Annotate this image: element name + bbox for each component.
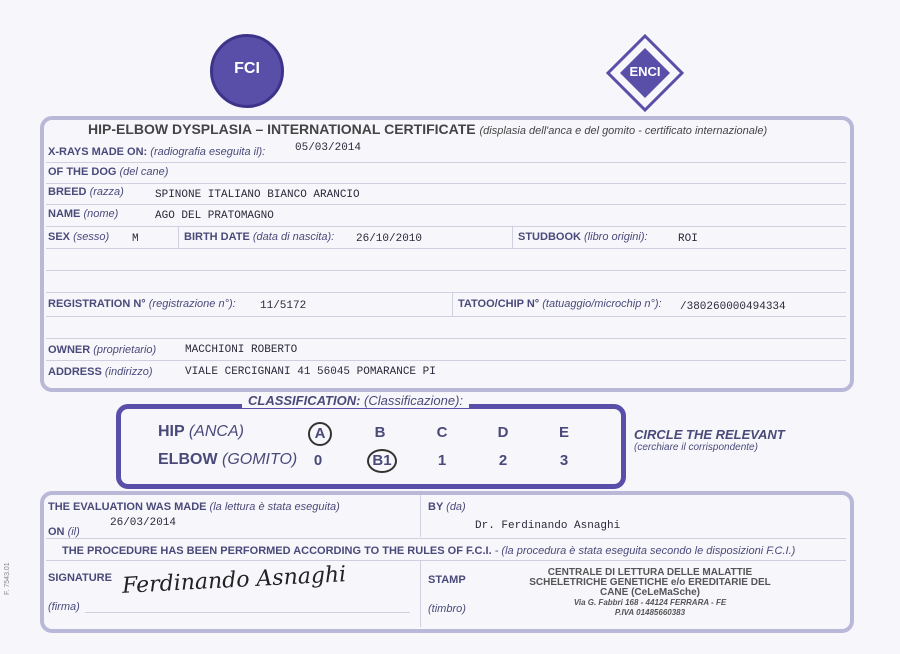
studbook-value: ROI [678, 233, 698, 245]
stamp-label: STAMP [428, 574, 466, 586]
sex-label: SEX (sesso) [48, 231, 110, 243]
row-divider [46, 248, 846, 249]
title-en: HIP-ELBOW DYSPLASIA – INTERNATIONAL CERTIFICATE [88, 121, 476, 137]
row-divider [46, 538, 846, 539]
evaluation-date: 26/03/2014 [110, 517, 177, 529]
xray-label: X-RAYS MADE ON: (radiografia eseguita il): [48, 146, 266, 158]
by-label: BY (da) [428, 501, 466, 513]
classification-panel [116, 404, 626, 489]
form-code: F. 7543.01 [4, 562, 11, 595]
row-divider [46, 204, 846, 205]
sex-value: M [132, 233, 139, 245]
elbow-grade-0[interactable]: 0 [313, 452, 323, 469]
signature-label: SIGNATURE [48, 572, 112, 584]
evaluation-label: THE EVALUATION WAS MADE (la lettura è stata eseguita) [48, 501, 340, 513]
col-divider [452, 293, 453, 316]
fci-logo-text: FCI [234, 60, 260, 77]
hip-grade-c[interactable]: C [436, 424, 448, 441]
certificate-title [88, 121, 767, 137]
classification-title: CLASSIFICATION: (Classificazione): [242, 393, 469, 408]
name-value: AGO DEL PRATOMAGNO [155, 210, 274, 222]
birth-label: BIRTH DATE (data di nascita): [184, 231, 335, 243]
breed-value: SPINONE ITALIANO BIANCO ARANCIO [155, 189, 360, 201]
stamp-vat: P.IVA 01485660383 [614, 608, 686, 617]
col-divider [178, 227, 179, 248]
stamp-address: Via G. Fabbri 168 - 44124 FERRARA - FE [573, 598, 727, 607]
stamp-imprint [510, 568, 790, 618]
row-divider [46, 560, 846, 561]
circle-note: CIRCLE THE RELEVANT (cerchiare il corrispondente) [634, 427, 785, 453]
elbow-grade-b1[interactable]: B1 [367, 449, 397, 473]
hip-grade-d[interactable]: D [497, 424, 509, 441]
row-divider [46, 226, 846, 227]
on-label: ON (il) [48, 526, 80, 538]
hip-label: HIP (ANCA) [158, 423, 244, 440]
registration-value: 11/5172 [260, 300, 307, 312]
col-divider [420, 495, 421, 537]
signature-label-it: (firma) [48, 601, 80, 613]
name-label: NAME (nome) [48, 208, 119, 220]
row-divider [46, 316, 846, 317]
elbow-grade-3[interactable]: 3 [559, 452, 569, 469]
enci-logo-text: ENCI [629, 64, 661, 79]
elbow-grade-1[interactable]: 1 [437, 452, 447, 469]
row-divider [46, 162, 846, 163]
row-divider [46, 183, 846, 184]
elbow-label: ELBOW (GOMITO) [158, 451, 298, 468]
address-value: VIALE CERCIGNANI 41 56045 POMARANCE PI [185, 366, 436, 378]
row-divider [46, 338, 846, 339]
chip-value: /380260000494334 [680, 301, 786, 313]
registration-label: REGISTRATION N° (registrazione n°): [48, 298, 236, 310]
hip-grade-e[interactable]: E [558, 424, 569, 441]
hip-grade-b[interactable]: B [374, 424, 386, 441]
xray-date: 05/03/2014 [295, 142, 362, 154]
fci-logo [210, 34, 284, 108]
row-divider [46, 292, 846, 293]
hip-grade-a[interactable]: A [308, 422, 332, 446]
elbow-grade-2[interactable]: 2 [498, 452, 508, 469]
chip-label: TATOO/CHIP N° (tatuaggio/microchip n°): [458, 298, 662, 310]
by-value: Dr. Ferdinando Asnaghi [475, 520, 621, 532]
row-divider [46, 360, 846, 361]
signature-line [85, 612, 410, 613]
col-divider [512, 227, 513, 248]
stamp-line: SCHELETRICHE GENETICHE e/o EREDITARIE DEL [529, 577, 771, 588]
enci-logo [606, 34, 684, 112]
owner-label: OWNER (proprietario) [48, 344, 157, 356]
studbook-label: STUDBOOK (libro origini): [518, 231, 648, 243]
handwritten-signature: Ferdinando Asnaghi [121, 562, 347, 599]
breed-label: BREED (razza) [48, 186, 124, 198]
stamp-label-it: (timbro) [428, 603, 466, 615]
procedure-text: THE PROCEDURE HAS BEEN PERFORMED ACCORDING TO THE RULES OF F.C.I. - (la procedura è stata eseguita secondo le disposizioni F.C.I.) [62, 545, 796, 557]
birth-value: 26/10/2010 [356, 233, 423, 245]
col-divider [420, 561, 421, 627]
stamp-line: CANE (CeLeMaSche) [599, 587, 701, 598]
row-divider [46, 270, 846, 271]
title-it: (displasia dell'anca e del gomito - certificato internazionale) [479, 125, 768, 137]
address-label: ADDRESS (indirizzo) [48, 366, 153, 378]
dog-section-label: OF THE DOG (del cane) [48, 166, 169, 178]
owner-value: MACCHIONI ROBERTO [185, 344, 298, 356]
stamp-line: CENTRALE DI LETTURA DELLE MALATTIE [547, 567, 753, 578]
